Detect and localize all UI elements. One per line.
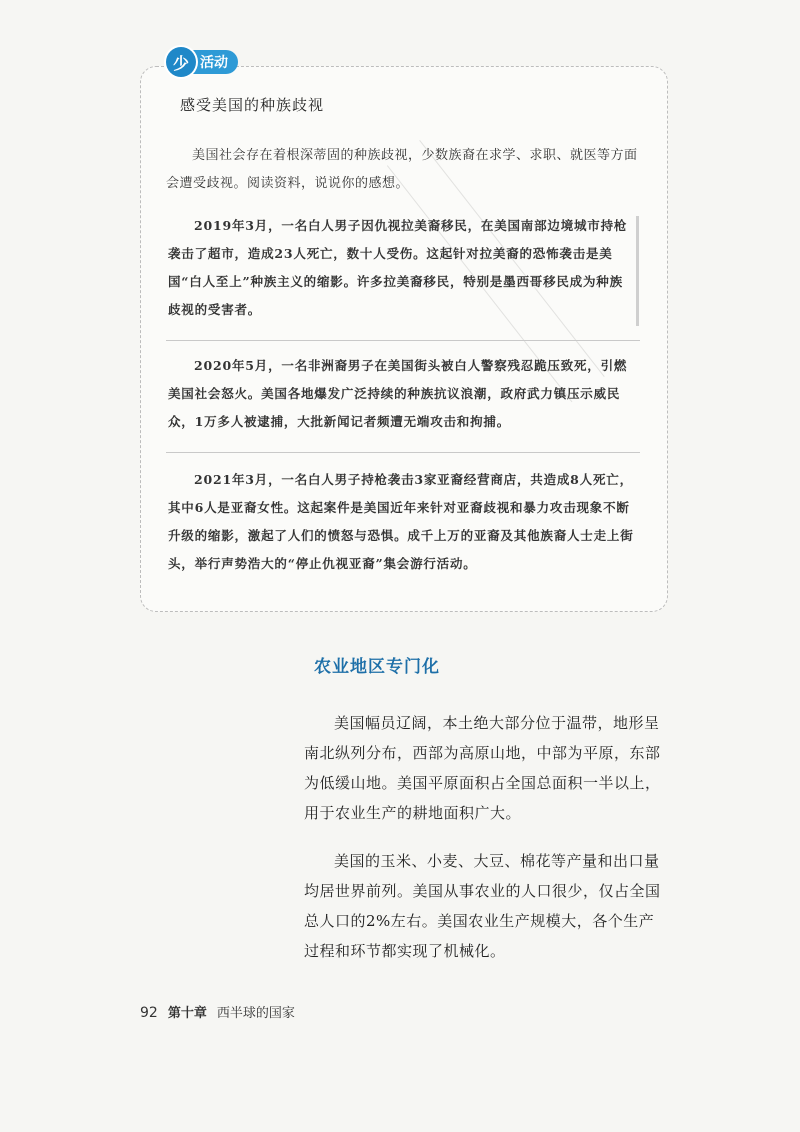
page-number: 92 [140,1005,158,1021]
body-paragraph: 美国幅员辽阔，本土绝大部分位于温带，地形呈南北纵列分布，西部为高原山地，中部为平原，东部为低缓山地。美国平原面积占全国总面积一半以上，用于农业生产的耕地面积广大。 [304,714,661,822]
activity-badge [166,44,238,80]
page-footer [140,1002,295,1021]
activity-title: 感受美国的种族歧视 [180,96,325,114]
case-divider [166,452,640,453]
activity-intro: 美国社会存在着根深蒂固的种族歧视，少数族裔在求学、求职、就医等方面会遭受歧视。阅读资料，说说你的感想。 [166,148,638,191]
activity-icon: 少 [166,47,196,77]
case-item: 2019年3月，一名白人男子因仇视拉美裔移民，在美国南部边境城市持枪袭击了超市，造成23人死亡，数十人受伤。这起针对拉美裔的恐怖袭击是美国“白人至上”种族主义的缩影。许多拉美裔移民，特别是墨西哥移民成为种族歧视的受害者。 [168,218,628,317]
activity-badge-label: 活动 [186,50,238,74]
body-paragraph: 美国的玉米、小麦、大豆、棉花等产量和出口量均居世界前列。美国从事农业的人口很少，仅占全国总人口的2%左右。美国农业生产规模大，各个生产过程和环节都实现了机械化。 [304,852,661,960]
case-divider [166,340,640,341]
case-side-bar [636,216,639,326]
chapter-label: 第十章 [167,1006,207,1021]
case-item: 2020年5月，一名非洲裔男子在美国街头被白人警察残忍跪压致死，引燃美国社会怒火。美国各地爆发广泛持续的种族抗议浪潮，政府武力镇压示威民众，1万多人被逮捕，大批新闻记者频遭无端攻击和拘捕。 [168,358,628,429]
chapter-title: 西半球的国家 [216,1006,295,1021]
case-item: 2021年3月，一名白人男子持枪袭击3家亚裔经营商店，共造成8人死亡，其中6人是亚裔女性。这起案件是美国近年来针对亚裔歧视和暴力攻击现象不断升级的缩影，激起了人们的愤怒与恐惧。成千上万的亚裔及其他族裔人士走上街头，举行声势浩大的“停止仇视亚裔”集会游行活动。 [168,472,634,571]
section-title: 农业地区专门化 [314,657,440,677]
